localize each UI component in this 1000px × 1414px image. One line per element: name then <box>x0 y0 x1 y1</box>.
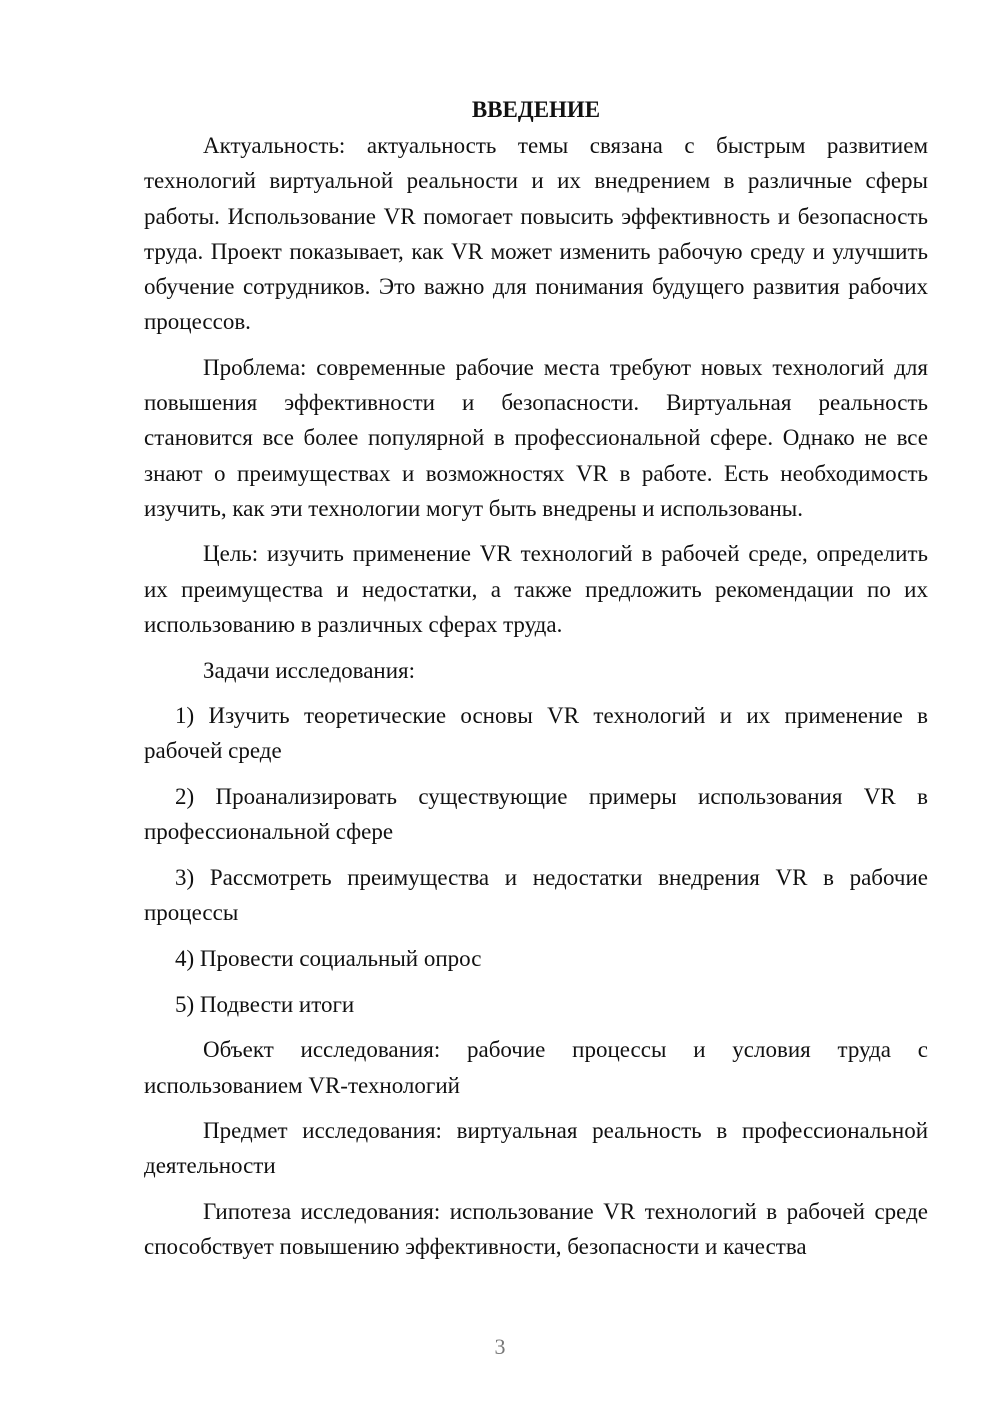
object-paragraph: Объект исследования: рабочие процессы и условия труда с использованием VR-технологий <box>144 1037 928 1098</box>
task-item-4: 4) Провести социальный опрос <box>175 945 482 971</box>
problem-paragraph: Проблема: современные рабочие места требуют новых технологий для повышения эффективности и безопасности. Виртуальная реальность становится все более популярной в профессиональной сфере. Однако не все знают о преимуществах и возможностях VR в работе. Есть необходимость изучить, как эти технологии могут быть внедрены и использованы. <box>144 354 928 521</box>
subject-paragraph: Предмет исследования: виртуальная реальность в профессиональной деятельности <box>144 1118 928 1179</box>
document-title: ВВЕДЕНИЕ <box>471 97 601 122</box>
goal-paragraph: Цель: изучить применение VR технологий в рабочей среде, определить их преимущества и недостатки, а также предложить рекомендации по их использованию в различных сферах труда. <box>144 541 928 637</box>
task-item-2: 2) Проанализировать существующие примеры использования VR в профессиональной сфере <box>144 784 928 845</box>
page-number: 3 <box>494 1334 506 1359</box>
task-item-1: 1) Изучить теоретические основы VR технологий и их применение в рабочей среде <box>144 703 928 764</box>
tasks-heading: Задачи исследования: <box>203 657 416 683</box>
document-page <box>144 92 928 1265</box>
relevance-paragraph: Актуальность: актуальность темы связана с быстрым развитием технологий виртуальной реальности и их внедрением в различные сферы работы. Использование VR помогает повысить эффективность и безопасность труда. Проект показывает, как VR может изменить рабочую среду и улучшить обучение сотрудников. Это важно для понимания будущего развития рабочих процессов. <box>144 133 928 335</box>
task-item-5: 5) Подвести итоги <box>175 991 355 1017</box>
hypothesis-paragraph: Гипотеза исследования: использование VR технологий в рабочей среде способствует повышению эффективности, безопасности и качества <box>144 1199 928 1260</box>
task-item-3: 3) Рассмотреть преимущества и недостатки внедрения VR в рабочие процессы <box>144 865 928 926</box>
